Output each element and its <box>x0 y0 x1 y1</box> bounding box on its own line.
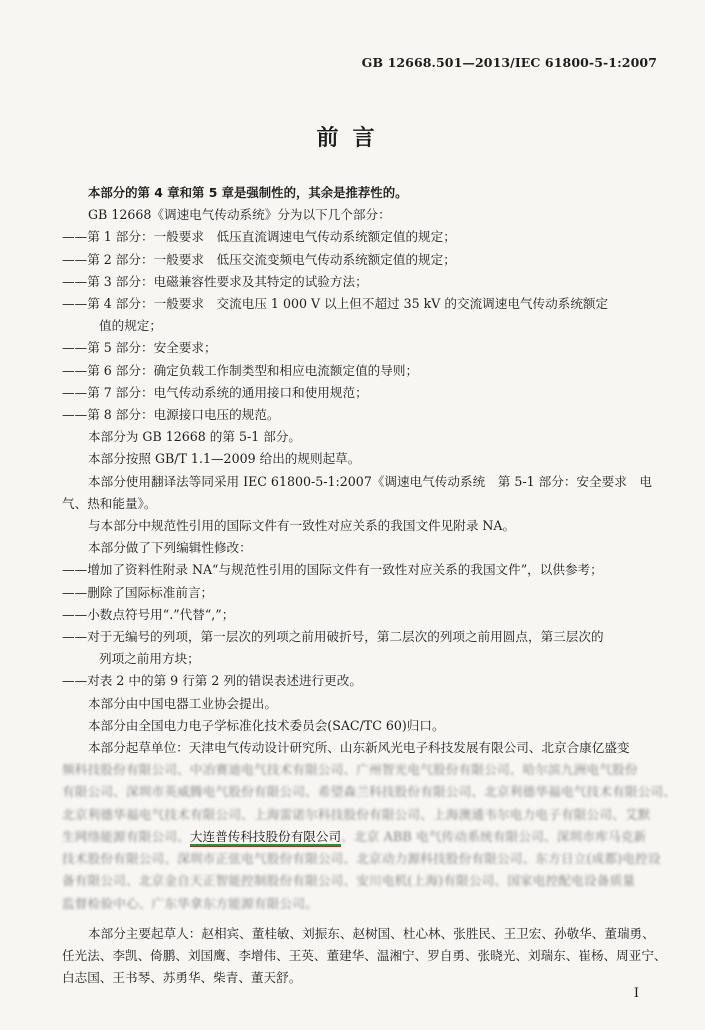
list-item-part-4: ——第 4 部分：一般要求 交流电压 1 000 V 以上但不超过 35 kV 的交流调速电气传动系统额定 <box>62 296 609 312</box>
paragraph-committee: 本部分由全国电力电子学标准化技术委员会(SAC/TC 60)归口。 <box>88 717 445 733</box>
drafting-units-line-6: 技术股份有限公司、深圳市正弦电气股份有限公司、北京动力源科技股份有限公司、东方日立(成都)电控设 <box>62 851 661 867</box>
paragraph-drafting-units <box>62 737 662 759</box>
paragraph-part-id: 本部分为 GB 12668 的第 5-1 部分。 <box>88 429 302 445</box>
paragraph-parts-intro: GB 12668《调速电气传动系统》分为以下几个部分： <box>88 207 391 223</box>
page-title: 前言 <box>316 126 389 151</box>
drafting-units-line-8: 监督检验中心、广东华拿东方能源有限公司。 <box>62 895 318 911</box>
list-item-edit-5: ——对表 2 中的第 9 行第 2 列的错误表述进行更改。 <box>62 673 362 689</box>
page-number: I <box>633 986 639 1001</box>
paragraph-drafters: 本部分主要起草人：赵相宾、董桂敏、刘振东、赵树国、杜心林、张胜民、王卫宏、孙敬华、董瑞勇、 <box>88 925 655 941</box>
highlighted-company: 大连普传科技股份有限公司 <box>190 829 341 847</box>
list-item-part-1: ——第 1 部分：一般要求 低压直流调速电气传动系统额定值的规定； <box>62 229 456 245</box>
list-item-edit-1: ——增加了资料性附录 NA“与规范性引用的国际文件有一致性对应关系的我国文件”，以供参考； <box>62 562 603 578</box>
drafters-line-3: 白志国、王书琴、苏勇华、柴青、董天舒。 <box>62 970 302 986</box>
drafting-units-line-5a: 生网络能源有限公司、 <box>62 828 190 844</box>
foreword-body <box>62 182 677 989</box>
paragraph-drafting-rules: 本部分按照 GB/T 1.1—2009 给出的规则起草。 <box>88 451 361 467</box>
drafting-units-lead: 本部分起草单位：天津电气传动设计研究所、山东新风光电子科技发展有限公司、北京合康亿盛变 <box>88 740 630 756</box>
list-item-edit-3: ——小数点符号用“.”代替“,”； <box>62 606 235 622</box>
paragraph-mandatory-note: 本部分的第 4 章和第 5 章是强制性的，其余是推荐性的。 <box>88 185 408 200</box>
standard-code: GB 12668.501—2013/IEC 61800-5-1:2007 <box>361 55 657 70</box>
drafting-units-line-5 <box>62 826 662 848</box>
paragraph-translation: 本部分使用翻译法等同采用 IEC 61800-5-1:2007《调速电气传动系统 第 5-1 部分：安全要求 电 <box>88 473 652 489</box>
paragraph-edits-intro: 本部分做了下列编辑性修改： <box>88 540 252 556</box>
list-item-part-2: ——第 2 部分：一般要求 低压交流变频电气传动系统额定值的规定； <box>62 251 456 267</box>
drafting-units-line-4: 北京利德华福电气技术有限公司、上海雷诺尔科技股份有限公司、上海澳通韦尔电力电子有限公司、艾默 <box>62 806 651 822</box>
paragraph-proposer: 本部分由中国电器工业协会提出。 <box>88 695 277 711</box>
list-item-part-7: ——第 7 部分：电气传动系统的通用接口和使用规范； <box>62 384 368 400</box>
list-item-edit-2: ——删除了国际标准前言； <box>62 584 214 600</box>
list-item-edit-4-cont: 列项之前用方块； <box>99 651 200 667</box>
list-item-part-6: ——第 6 部分：确定负载工作制类型和相应电流额定值的导则； <box>62 362 419 378</box>
drafting-units-line-2: 频科技股份有限公司、中冶赛迪电气技术有限公司、广州智光电气股份有限公司、哈尔滨九洲电气股份 <box>62 762 638 778</box>
list-item-part-3: ——第 3 部分：电磁兼容性要求及其特定的试验方法； <box>62 273 368 289</box>
drafters-line-2: 任光法、李凯、倚鹏、刘国鹰、李增伟、王英、董建华、温湘宁、罗自勇、张晓光、刘瑞东、崔杨、周亚宁、 <box>62 947 667 963</box>
drafting-units-line-5c: 、北京 ABB 电气传动系统有限公司、深圳市库马克新 <box>341 828 647 844</box>
list-item-part-5: ——第 5 部分：安全要求； <box>62 340 217 356</box>
list-item-part-4-cont: 值的规定； <box>99 318 162 334</box>
paragraph-translation-cont: 气、热和能量》。 <box>62 495 157 511</box>
drafting-units-line-7: 备有限公司、北京金自天正智能控制股份有限公司、安川电机(上海)有限公司、国家电控配电设备质量 <box>62 873 636 889</box>
paragraph-annex-na: 与本部分中规范性引用的国际文件有一致性对应关系的我国文件见附录 NA。 <box>88 518 516 534</box>
list-item-part-8: ——第 8 部分：电源接口电压的规范。 <box>62 407 280 423</box>
list-item-edit-4: ——对于无编号的列项，第一层次的列项之前用破折号，第二层次的列项之前用圆点，第三层次的 <box>62 629 604 645</box>
drafting-units-line-3: 有限公司、深圳市英威腾电气股份有限公司、希望森兰科技股份有限公司、北京利德华福电气技术有限公司、 <box>62 784 677 800</box>
